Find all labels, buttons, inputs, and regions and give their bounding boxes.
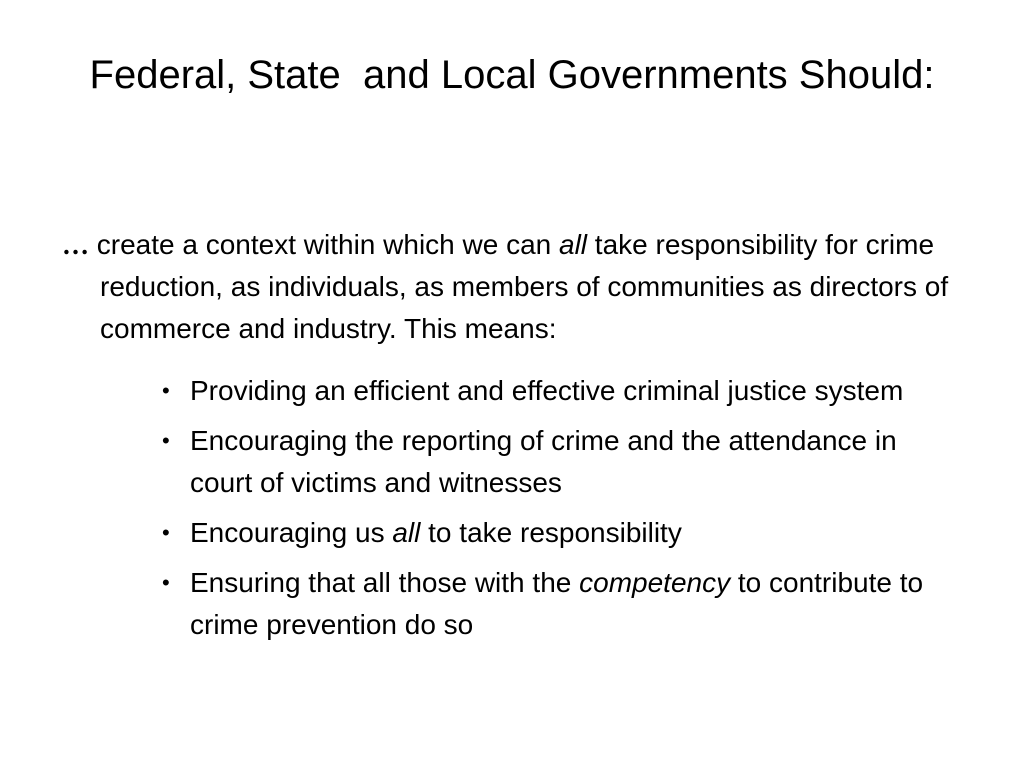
- bullet-emphasis: all: [392, 517, 421, 548]
- intro-text-start: create a context within which we can: [89, 229, 560, 260]
- bullet-text: Providing an efficient and effective criminal justice system: [190, 375, 904, 406]
- bullet-item: [162, 512, 962, 554]
- bullet-text-end: to take responsibility: [420, 517, 682, 548]
- bullet-list: [162, 370, 962, 654]
- bullet-dot-icon: •: [162, 570, 170, 595]
- ellipsis-marker: …: [62, 230, 89, 260]
- intro-text-end: take responsibility for crime reduction, as individuals, as members of communities as directors of commerce and industry. This means:: [100, 229, 949, 344]
- bullet-item: [162, 420, 962, 504]
- bullet-dot-icon: •: [162, 428, 170, 453]
- bullet-dot-icon: •: [162, 520, 170, 545]
- bullet-text: Ensuring that all those with the: [190, 567, 580, 598]
- bullet-text: Encouraging the reporting of crime and the attendance in court of victims and witnesses: [190, 425, 897, 498]
- bullet-item: [162, 562, 962, 646]
- slide-title: Federal, State and Local Governments Should:: [89, 53, 935, 97]
- bullet-dot-icon: •: [162, 378, 170, 403]
- intro-emphasis: all: [559, 229, 588, 260]
- intro-paragraph: [62, 224, 1000, 350]
- bullet-emphasis: competency: [579, 567, 731, 598]
- bullet-item: [162, 370, 962, 412]
- bullet-text-end: to contribute to crime prevention do so: [190, 567, 924, 640]
- bullet-text: Encouraging us: [190, 517, 393, 548]
